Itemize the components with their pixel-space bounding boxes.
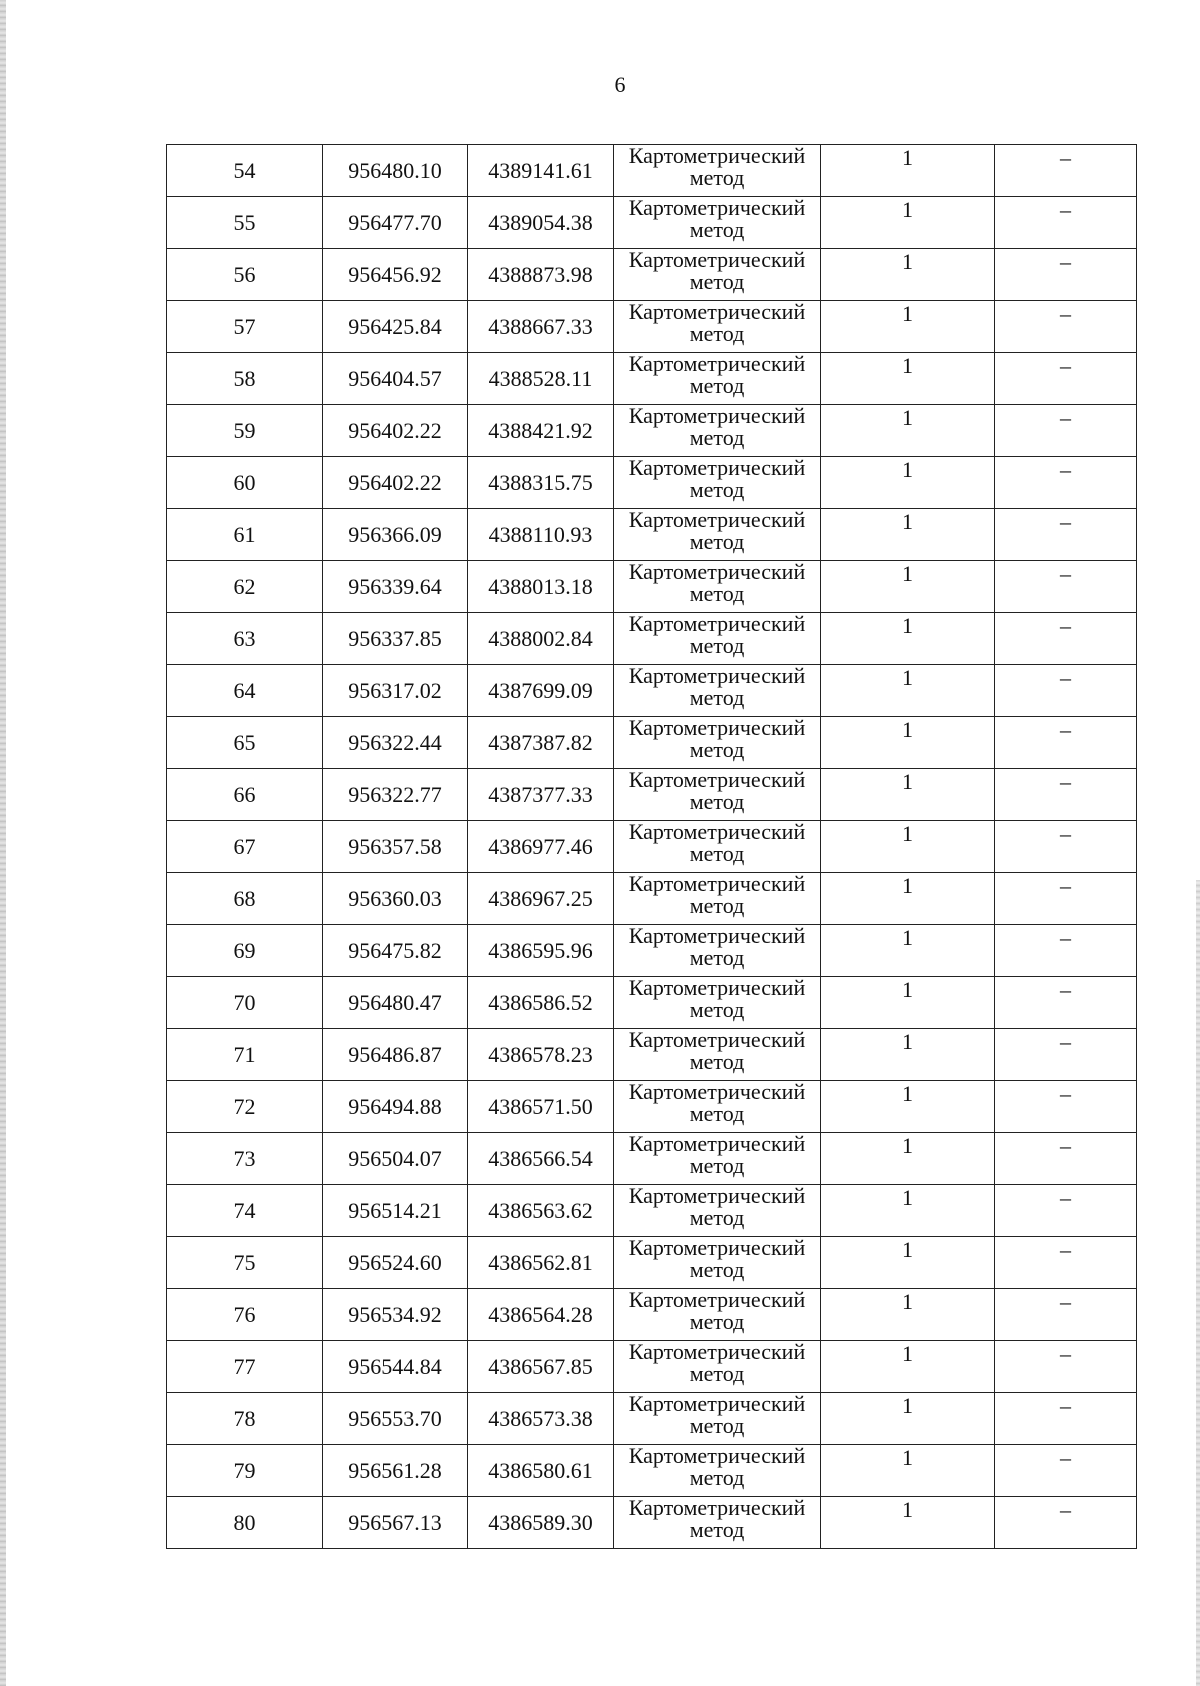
x-coordinate-cell: 956534.92 xyxy=(323,1289,468,1341)
y-coordinate-cell: 4386566.54 xyxy=(468,1133,614,1185)
x-coordinate-cell: 956402.22 xyxy=(323,405,468,457)
table-row xyxy=(167,1393,1137,1445)
point-number-cell: 61 xyxy=(167,509,323,561)
point-number-cell: 56 xyxy=(167,249,323,301)
method-cell: Картометрический метод xyxy=(614,665,821,717)
y-coordinate-cell: 4386571.50 xyxy=(468,1081,614,1133)
y-coordinate-cell: 4388110.93 xyxy=(468,509,614,561)
point-number-cell: 72 xyxy=(167,1081,323,1133)
description-cell: – xyxy=(995,197,1137,249)
point-number-cell: 75 xyxy=(167,1237,323,1289)
description-cell: – xyxy=(995,301,1137,353)
x-coordinate-cell: 956494.88 xyxy=(323,1081,468,1133)
y-coordinate-cell: 4386563.62 xyxy=(468,1185,614,1237)
x-coordinate-cell: 956514.21 xyxy=(323,1185,468,1237)
table-row xyxy=(167,1029,1137,1081)
description-cell: – xyxy=(995,145,1137,197)
accuracy-cell: 1 xyxy=(821,249,995,301)
page-number: 6 xyxy=(614,72,626,97)
y-coordinate-cell: 4386595.96 xyxy=(468,925,614,977)
x-coordinate-cell: 956404.57 xyxy=(323,353,468,405)
x-coordinate-cell: 956544.84 xyxy=(323,1341,468,1393)
method-cell: Картометрический метод xyxy=(614,1081,821,1133)
table-row xyxy=(167,1185,1137,1237)
description-cell: – xyxy=(995,457,1137,509)
point-number-cell: 80 xyxy=(167,1497,323,1549)
description-cell: – xyxy=(995,1237,1137,1289)
point-number-cell: 59 xyxy=(167,405,323,457)
point-number-cell: 70 xyxy=(167,977,323,1029)
table-row xyxy=(167,301,1137,353)
method-cell: Картометрический метод xyxy=(614,457,821,509)
method-cell: Картометрический метод xyxy=(614,1341,821,1393)
table-row xyxy=(167,769,1137,821)
accuracy-cell: 1 xyxy=(821,665,995,717)
y-coordinate-cell: 4388873.98 xyxy=(468,249,614,301)
accuracy-cell: 1 xyxy=(821,977,995,1029)
method-cell: Картометрический метод xyxy=(614,1497,821,1549)
table-row xyxy=(167,405,1137,457)
description-cell: – xyxy=(995,1341,1137,1393)
y-coordinate-cell: 4388528.11 xyxy=(468,353,614,405)
table-row xyxy=(167,561,1137,613)
table-row xyxy=(167,197,1137,249)
method-cell: Картометрический метод xyxy=(614,249,821,301)
x-coordinate-cell: 956317.02 xyxy=(323,665,468,717)
x-coordinate-cell: 956567.13 xyxy=(323,1497,468,1549)
point-number-cell: 67 xyxy=(167,821,323,873)
x-coordinate-cell: 956337.85 xyxy=(323,613,468,665)
x-coordinate-cell: 956480.47 xyxy=(323,977,468,1029)
description-cell: – xyxy=(995,977,1137,1029)
accuracy-cell: 1 xyxy=(821,197,995,249)
accuracy-cell: 1 xyxy=(821,1445,995,1497)
table-row xyxy=(167,457,1137,509)
accuracy-cell: 1 xyxy=(821,1341,995,1393)
table-row xyxy=(167,613,1137,665)
accuracy-cell: 1 xyxy=(821,1029,995,1081)
y-coordinate-cell: 4386562.81 xyxy=(468,1237,614,1289)
method-cell: Картометрический метод xyxy=(614,197,821,249)
point-number-cell: 66 xyxy=(167,769,323,821)
y-coordinate-cell: 4386589.30 xyxy=(468,1497,614,1549)
table-row xyxy=(167,925,1137,977)
accuracy-cell: 1 xyxy=(821,925,995,977)
method-cell: Картометрический метод xyxy=(614,1237,821,1289)
table-row xyxy=(167,1081,1137,1133)
accuracy-cell: 1 xyxy=(821,561,995,613)
accuracy-cell: 1 xyxy=(821,301,995,353)
table-row xyxy=(167,1237,1137,1289)
x-coordinate-cell: 956322.77 xyxy=(323,769,468,821)
point-number-cell: 71 xyxy=(167,1029,323,1081)
accuracy-cell: 1 xyxy=(821,1289,995,1341)
accuracy-cell: 1 xyxy=(821,613,995,665)
method-cell: Картометрический метод xyxy=(614,873,821,925)
description-cell: – xyxy=(995,249,1137,301)
method-cell: Картометрический метод xyxy=(614,977,821,1029)
x-coordinate-cell: 956322.44 xyxy=(323,717,468,769)
x-coordinate-cell: 956402.22 xyxy=(323,457,468,509)
table-row xyxy=(167,145,1137,197)
accuracy-cell: 1 xyxy=(821,353,995,405)
point-number-cell: 76 xyxy=(167,1289,323,1341)
point-number-cell: 79 xyxy=(167,1445,323,1497)
y-coordinate-cell: 4387387.82 xyxy=(468,717,614,769)
description-cell: – xyxy=(995,1289,1137,1341)
point-number-cell: 60 xyxy=(167,457,323,509)
point-number-cell: 77 xyxy=(167,1341,323,1393)
table-row xyxy=(167,1341,1137,1393)
x-coordinate-cell: 956425.84 xyxy=(323,301,468,353)
table-row xyxy=(167,353,1137,405)
accuracy-cell: 1 xyxy=(821,1237,995,1289)
accuracy-cell: 1 xyxy=(821,1133,995,1185)
method-cell: Картометрический метод xyxy=(614,1133,821,1185)
method-cell: Картометрический метод xyxy=(614,301,821,353)
description-cell: – xyxy=(995,1393,1137,1445)
description-cell: – xyxy=(995,1029,1137,1081)
y-coordinate-cell: 4388013.18 xyxy=(468,561,614,613)
point-number-cell: 74 xyxy=(167,1185,323,1237)
description-cell: – xyxy=(995,509,1137,561)
method-cell: Картометрический метод xyxy=(614,1029,821,1081)
method-cell: Картометрический метод xyxy=(614,353,821,405)
x-coordinate-cell: 956360.03 xyxy=(323,873,468,925)
accuracy-cell: 1 xyxy=(821,457,995,509)
method-cell: Картометрический метод xyxy=(614,1289,821,1341)
method-cell: Картометрический метод xyxy=(614,821,821,873)
accuracy-cell: 1 xyxy=(821,821,995,873)
table-row xyxy=(167,873,1137,925)
y-coordinate-cell: 4387699.09 xyxy=(468,665,614,717)
y-coordinate-cell: 4386578.23 xyxy=(468,1029,614,1081)
table-row xyxy=(167,717,1137,769)
x-coordinate-cell: 956475.82 xyxy=(323,925,468,977)
accuracy-cell: 1 xyxy=(821,873,995,925)
description-cell: – xyxy=(995,925,1137,977)
table-row xyxy=(167,1133,1137,1185)
y-coordinate-cell: 4386573.38 xyxy=(468,1393,614,1445)
y-coordinate-cell: 4388421.92 xyxy=(468,405,614,457)
y-coordinate-cell: 4389054.38 xyxy=(468,197,614,249)
x-coordinate-cell: 956339.64 xyxy=(323,561,468,613)
table-row xyxy=(167,665,1137,717)
method-cell: Картометрический метод xyxy=(614,561,821,613)
table-row xyxy=(167,1445,1137,1497)
description-cell: – xyxy=(995,821,1137,873)
accuracy-cell: 1 xyxy=(821,1393,995,1445)
y-coordinate-cell: 4386967.25 xyxy=(468,873,614,925)
y-coordinate-cell: 4388315.75 xyxy=(468,457,614,509)
table-row xyxy=(167,249,1137,301)
method-cell: Картометрический метод xyxy=(614,1185,821,1237)
description-cell: – xyxy=(995,405,1137,457)
description-cell: – xyxy=(995,1445,1137,1497)
x-coordinate-cell: 956480.10 xyxy=(323,145,468,197)
y-coordinate-cell: 4386977.46 xyxy=(468,821,614,873)
description-cell: – xyxy=(995,353,1137,405)
point-number-cell: 69 xyxy=(167,925,323,977)
point-number-cell: 73 xyxy=(167,1133,323,1185)
table-row xyxy=(167,509,1137,561)
accuracy-cell: 1 xyxy=(821,717,995,769)
method-cell: Картометрический метод xyxy=(614,405,821,457)
description-cell: – xyxy=(995,717,1137,769)
method-cell: Картометрический метод xyxy=(614,613,821,665)
table-row xyxy=(167,977,1137,1029)
description-cell: – xyxy=(995,1081,1137,1133)
y-coordinate-cell: 4386567.85 xyxy=(468,1341,614,1393)
scan-edge-right xyxy=(1196,880,1200,1686)
point-number-cell: 64 xyxy=(167,665,323,717)
x-coordinate-cell: 956561.28 xyxy=(323,1445,468,1497)
point-number-cell: 78 xyxy=(167,1393,323,1445)
y-coordinate-cell: 4388002.84 xyxy=(468,613,614,665)
table-row xyxy=(167,821,1137,873)
y-coordinate-cell: 4386580.61 xyxy=(468,1445,614,1497)
x-coordinate-cell: 956357.58 xyxy=(323,821,468,873)
description-cell: – xyxy=(995,1185,1137,1237)
point-number-cell: 58 xyxy=(167,353,323,405)
x-coordinate-cell: 956486.87 xyxy=(323,1029,468,1081)
y-coordinate-cell: 4386586.52 xyxy=(468,977,614,1029)
accuracy-cell: 1 xyxy=(821,509,995,561)
x-coordinate-cell: 956524.60 xyxy=(323,1237,468,1289)
description-cell: – xyxy=(995,769,1137,821)
scan-edge-left xyxy=(0,0,6,1686)
x-coordinate-cell: 956477.70 xyxy=(323,197,468,249)
point-number-cell: 62 xyxy=(167,561,323,613)
method-cell: Картометрический метод xyxy=(614,145,821,197)
description-cell: – xyxy=(995,561,1137,613)
description-cell: – xyxy=(995,873,1137,925)
accuracy-cell: 1 xyxy=(821,405,995,457)
point-number-cell: 63 xyxy=(167,613,323,665)
accuracy-cell: 1 xyxy=(821,1497,995,1549)
x-coordinate-cell: 956456.92 xyxy=(323,249,468,301)
point-number-cell: 55 xyxy=(167,197,323,249)
point-number-cell: 54 xyxy=(167,145,323,197)
y-coordinate-cell: 4389141.61 xyxy=(468,145,614,197)
point-number-cell: 68 xyxy=(167,873,323,925)
y-coordinate-cell: 4387377.33 xyxy=(468,769,614,821)
method-cell: Картометрический метод xyxy=(614,1393,821,1445)
method-cell: Картометрический метод xyxy=(614,717,821,769)
description-cell: – xyxy=(995,665,1137,717)
accuracy-cell: 1 xyxy=(821,1081,995,1133)
x-coordinate-cell: 956504.07 xyxy=(323,1133,468,1185)
table-row xyxy=(167,1289,1137,1341)
point-number-cell: 65 xyxy=(167,717,323,769)
accuracy-cell: 1 xyxy=(821,1185,995,1237)
x-coordinate-cell: 956366.09 xyxy=(323,509,468,561)
accuracy-cell: 1 xyxy=(821,145,995,197)
method-cell: Картометрический метод xyxy=(614,769,821,821)
description-cell: – xyxy=(995,613,1137,665)
coordinates-table xyxy=(166,144,1137,1549)
description-cell: – xyxy=(995,1497,1137,1549)
table-row xyxy=(167,1497,1137,1549)
method-cell: Картометрический метод xyxy=(614,925,821,977)
point-number-cell: 57 xyxy=(167,301,323,353)
method-cell: Картометрический метод xyxy=(614,509,821,561)
description-cell: – xyxy=(995,1133,1137,1185)
y-coordinate-cell: 4386564.28 xyxy=(468,1289,614,1341)
y-coordinate-cell: 4388667.33 xyxy=(468,301,614,353)
accuracy-cell: 1 xyxy=(821,769,995,821)
x-coordinate-cell: 956553.70 xyxy=(323,1393,468,1445)
method-cell: Картометрический метод xyxy=(614,1445,821,1497)
coordinates-table-body xyxy=(167,145,1137,1549)
